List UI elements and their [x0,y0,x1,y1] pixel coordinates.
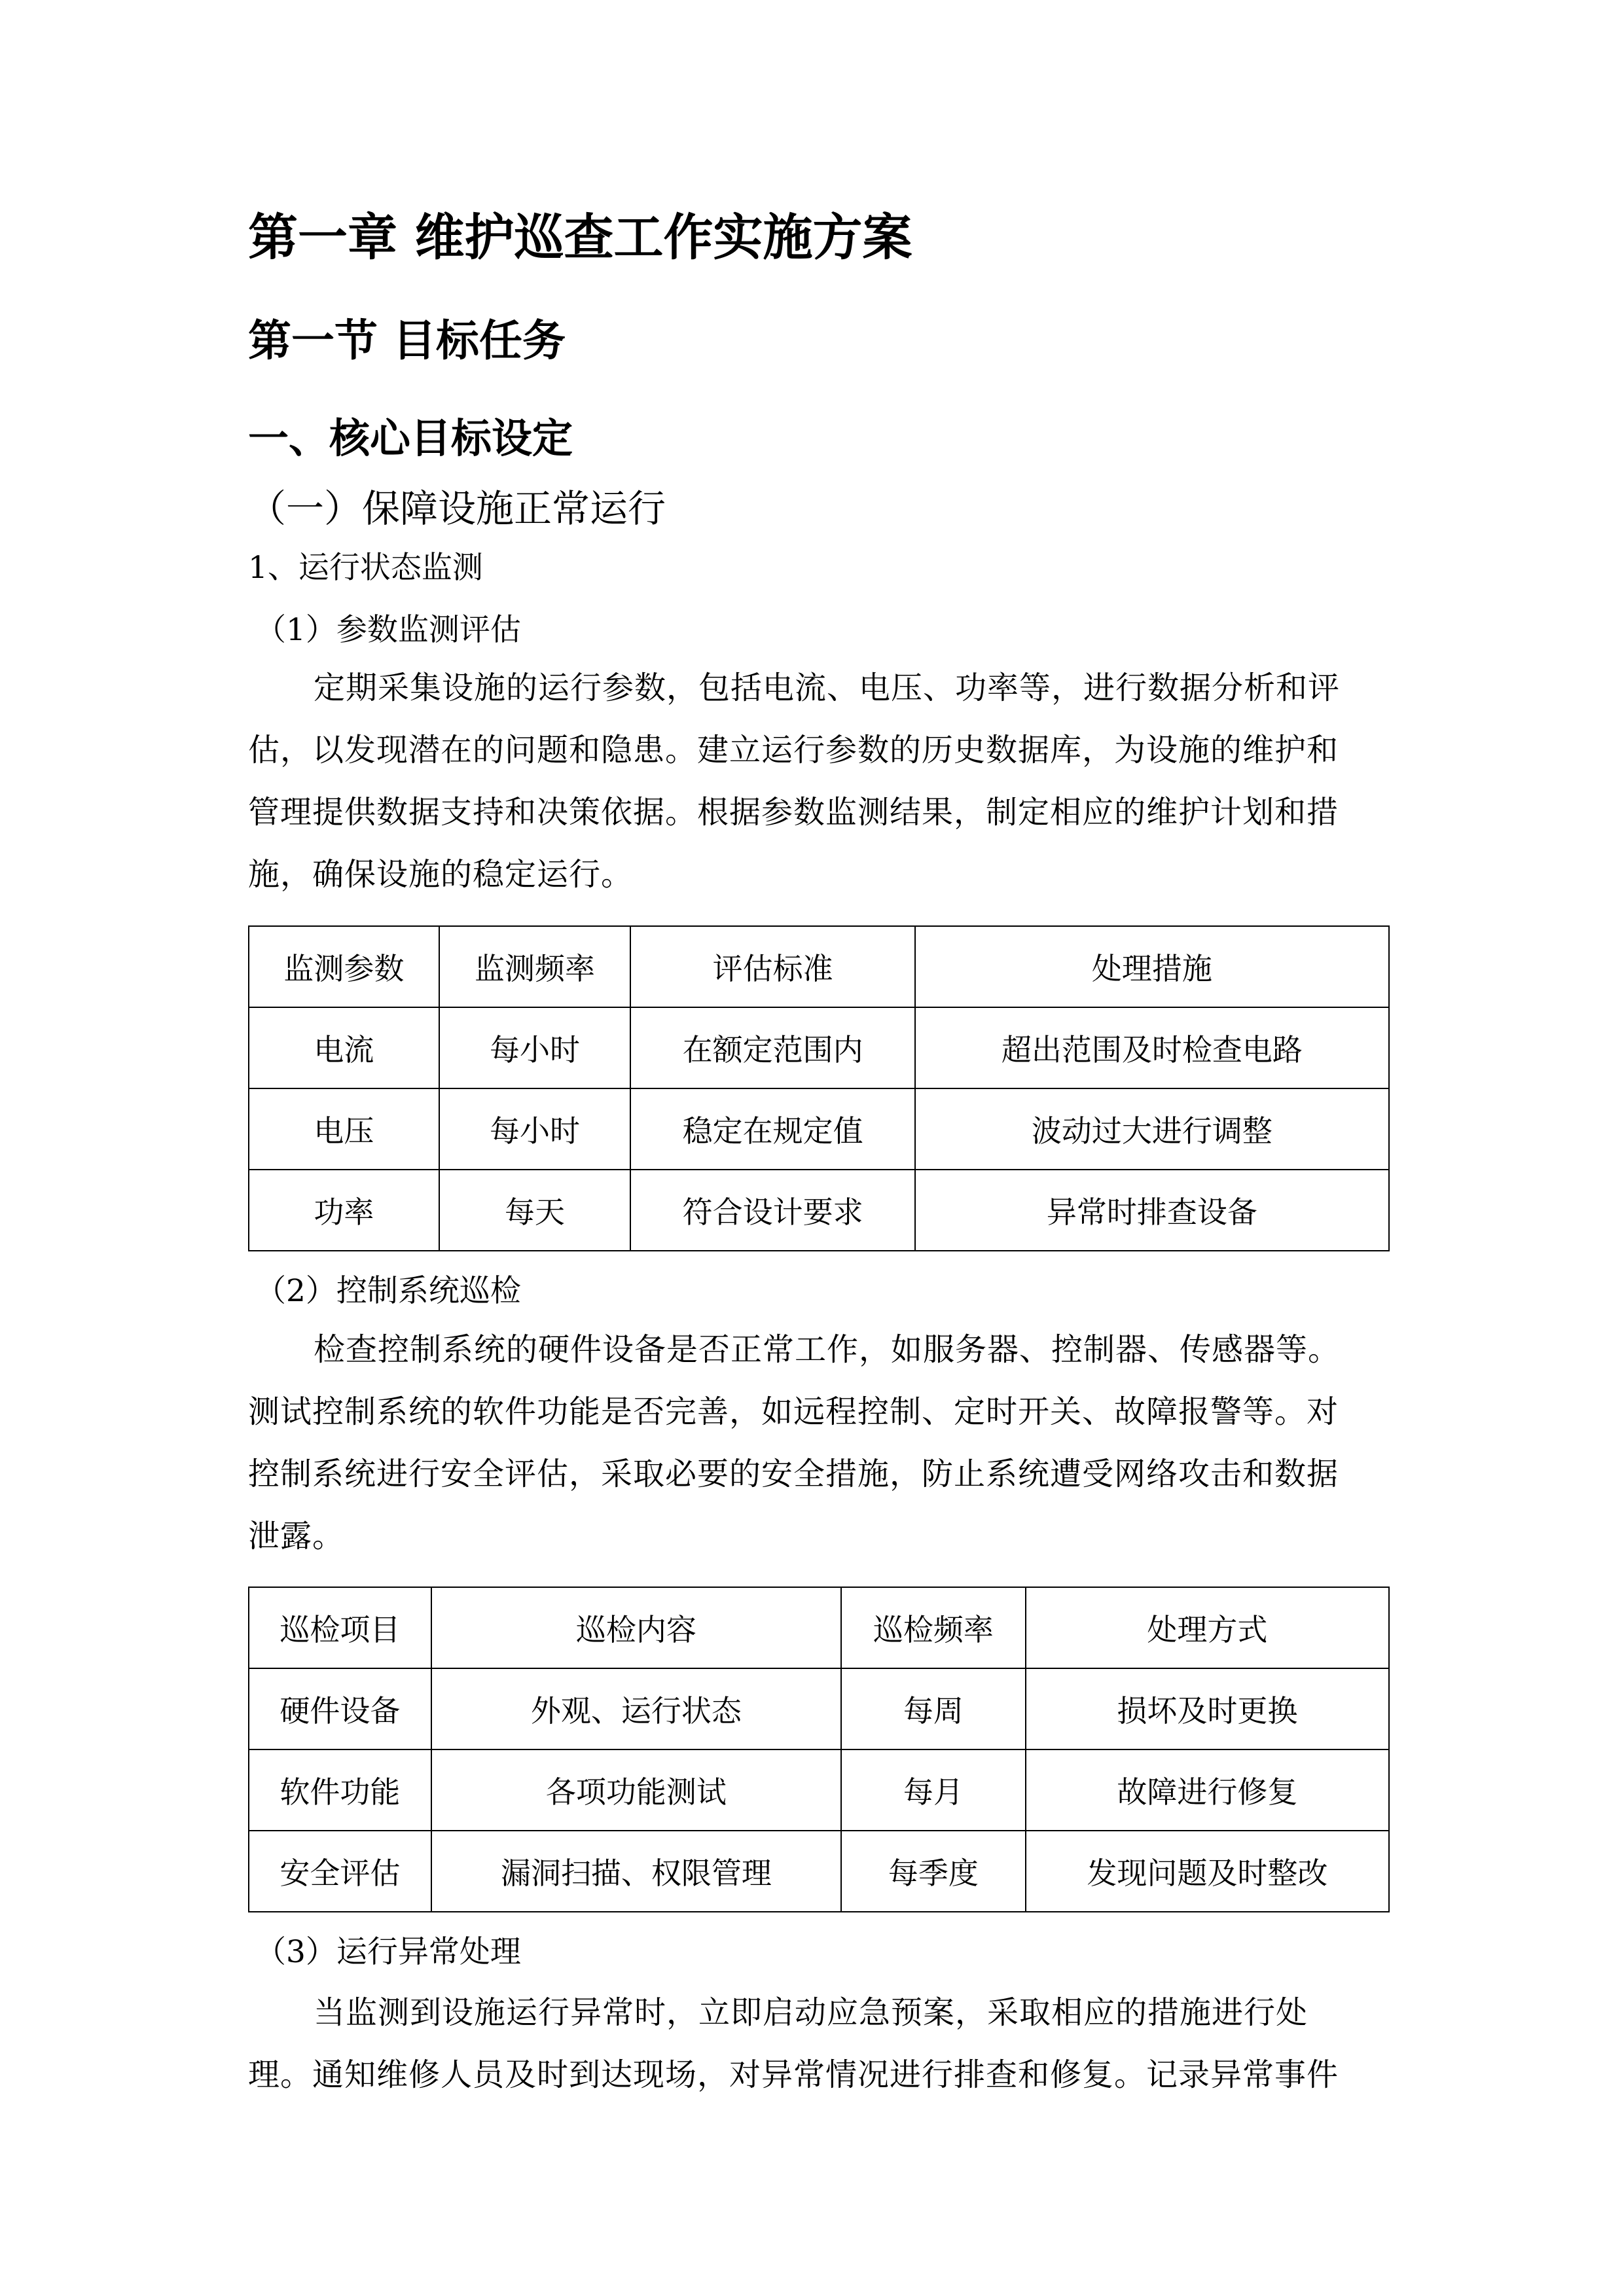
table-cell: 安全评估 [249,1831,431,1912]
table-header: 监测频率 [439,926,631,1007]
table-header: 监测参数 [249,926,439,1007]
table-cell: 外观、运行状态 [431,1668,841,1749]
table-header-row [249,926,1389,1007]
table-row [249,1749,1389,1831]
table-cell: 稳定在规定值 [630,1088,915,1170]
table-cell: 电流 [249,1007,439,1088]
paragraph-line: 定期采集设施的运行参数，包括电流、电压、功率等，进行数据分析和评 [314,670,1341,706]
table-header: 处理方式 [1026,1587,1389,1668]
table-cell: 超出范围及时检查电路 [915,1007,1389,1088]
table-cell: 每周 [841,1668,1026,1749]
sub3-paragraph [248,1982,1390,2106]
table-cell: 在额定范围内 [630,1007,915,1088]
table-header: 巡检频率 [841,1587,1026,1668]
monitoring-table [248,925,1390,1251]
sub1-title: （1）参数监测评估 [255,612,521,648]
sub2-title: （2）控制系统巡检 [255,1273,521,1309]
table-header: 评估标准 [630,926,915,1007]
chapter-title: 第一章 维护巡查工作实施方案 [248,208,912,266]
paragraph-line: 施，确保设施的稳定运行。 [248,856,634,893]
paragraph-line: 当监测到设施运行异常时，立即启动应急预案，采取相应的措施进行处 [314,1994,1308,2031]
table-row [249,1007,1389,1088]
section-title: 第一节 目标任务 [248,315,566,366]
table-cell: 异常时排查设备 [915,1170,1389,1251]
table-cell: 每季度 [841,1831,1026,1912]
table-cell: 每小时 [439,1088,631,1170]
table-row [249,1170,1389,1251]
subsection-title: 一、核心目标设定 [248,414,573,462]
paragraph-line: 泄露。 [248,1518,345,1554]
paragraph-line: 检查控制系统的硬件设备是否正常工作，如服务器、控制器、传感器等。 [314,1331,1341,1368]
sub3-title: （3）运行异常处理 [255,1934,521,1970]
table-cell: 损坏及时更换 [1026,1668,1389,1749]
table-cell: 发现问题及时整改 [1026,1831,1389,1912]
table-cell: 符合设计要求 [630,1170,915,1251]
table-cell: 电压 [249,1088,439,1170]
table-cell: 漏洞扫描、权限管理 [431,1831,841,1912]
table-cell: 每小时 [439,1007,631,1088]
table-row [249,1668,1389,1749]
table-cell: 硬件设备 [249,1668,431,1749]
table-cell: 每天 [439,1170,631,1251]
table-header: 处理措施 [915,926,1389,1007]
paragraph-line: 估，以发现潜在的问题和隐患。建立运行参数的历史数据库，为设施的维护和 [248,732,1339,768]
paragraph-line: 控制系统进行安全评估，采取必要的安全措施，防止系统遭受网络攻击和数据 [248,1456,1339,1492]
item-title: 1、运行状态监测 [248,550,483,586]
inspection-table [248,1587,1390,1912]
paragraph-line: 测试控制系统的软件功能是否完善，如远程控制、定时开关、故障报警等。对 [248,1393,1339,1430]
table-header: 巡检项目 [249,1587,431,1668]
table-cell: 每月 [841,1749,1026,1831]
table-row [249,1831,1389,1912]
table-cell: 软件功能 [249,1749,431,1831]
paragraph-line: 管理提供数据支持和决策依据。根据参数监测结果，制定相应的维护计划和措 [248,794,1339,831]
sub2-paragraph [248,1319,1390,1568]
part-title: （一）保障设施正常运行 [248,486,666,531]
table-header: 巡检内容 [431,1587,841,1668]
table-cell: 故障进行修复 [1026,1749,1389,1831]
table-row [249,1088,1389,1170]
sub1-paragraph [248,657,1390,906]
table-cell: 功率 [249,1170,439,1251]
table-cell: 波动过大进行调整 [915,1088,1389,1170]
paragraph-line: 理。通知维修人员及时到达现场，对异常情况进行排查和修复。记录异常事件 [248,2056,1339,2093]
table-header-row [249,1587,1389,1668]
table-cell: 各项功能测试 [431,1749,841,1831]
